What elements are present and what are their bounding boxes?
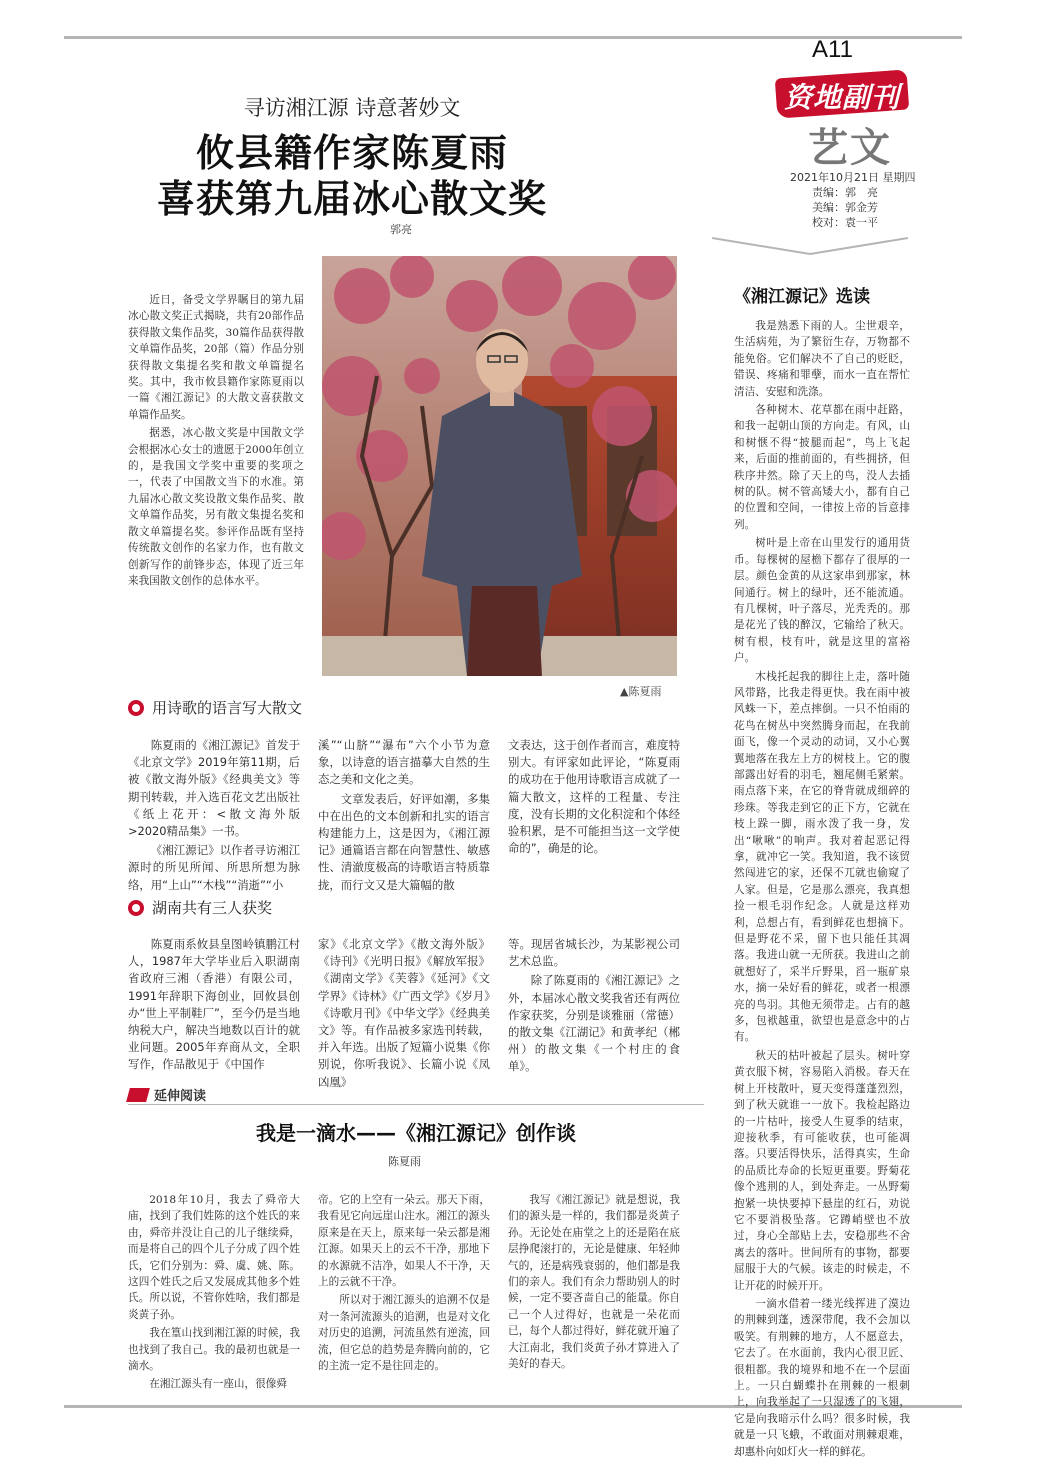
- intro-paragraph: 据悉，冰心散文奖是中国散文学会根据冰心女士的遗愿于2000年创立的，是我国文学奖中重要的奖项之一，代表了中国散文当下的水准。第九届冰心散文奖设散文集作品奖、散文单篇作品奖，另有散文集提名奖和散文单篇提名奖。参评作品既有坚持传统散文创作的名家力作，也有散文创新写作的前锋步态，体现了近三年来我国散文创作的总体水平。: [128, 427, 304, 587]
- masthead-meta: [790, 170, 916, 230]
- section1-column-3: [508, 737, 680, 879]
- body-paragraph: 溪”“山脐”“瀑布”六个小节为意象，以诗意的语言描摹大自然的生态之美和文化之美。: [318, 738, 490, 787]
- body-paragraph: 文表达，这于创作者而言，难度特别大。有评家如此评论，“陈夏雨的成功在于他用诗歌语言成就了一篇大散文，这样的工程量、专注度，没有长期的文化积淀和个体经验积累，是不可能担当这一文学使命的”，确是的论。: [508, 738, 680, 856]
- intro-paragraph: 近日，备受文学界瞩目的第九届冰心散文奖正式揭晓，共有20部作品获得散文集作品奖，30篇作品获得散文单篇作品奖，20部（篇）作品分别获得散文集提名奖和散文单篇提名奖。其中，我市攸县籍作家陈夏雨以一篇《湘江源记》的大散文喜获散文单篇作品奖。: [128, 294, 304, 421]
- headline-line-2: 喜获第九届冰心散文奖: [156, 177, 547, 221]
- body-paragraph: 所以对于湘江源头的追溯不仅是对一条河流源头的追溯，也是对文化对历史的追溯，河流虽然有逆流，回流，但它总的趋势是奔腾向前的，它的主流一定不是往回走的。: [318, 1294, 490, 1373]
- section2-column-1: [128, 936, 300, 1078]
- photo-caption: ▲陈夏雨: [620, 685, 662, 698]
- intro-column: [128, 292, 304, 632]
- body-paragraph: 《湘江源记》以作者寻访湘江源时的所见所闻、所思所想为脉络，用“上山”“木栈”“消逝”“小: [128, 843, 300, 892]
- section1-column-2: [318, 737, 490, 892]
- body-paragraph: 家》《北京文学》《散文海外版》《诗刊》《光明日报》《解放军报》《湖南文学》《芙蓉》《延河》《文学界》《诗林》《广西文学》《岁月》《诗歌月刊》《中华文学》《经典美文》等。有作品被多家选刊转载，并入年选。出版了短篇小说集《你别说，你听我说》、长篇小说《凤凶凰》: [318, 937, 490, 1089]
- proofreader-line: 校对：袁一平: [812, 216, 878, 229]
- body-paragraph: 等。现居省城长沙，为某影视公司艺术总监。: [508, 937, 680, 969]
- section-heading: [128, 897, 272, 918]
- section-heading: [128, 697, 302, 718]
- section1-column-1: [128, 737, 300, 892]
- sidebar-excerpt-column: [734, 318, 910, 1458]
- author-photo: [322, 256, 677, 676]
- body-paragraph: 我写《湘江源记》就是想说，我们的源头是一样的，我们都是炎黄子孙。无论处在庙堂之上的还是陷在底层挣爬滚打的，无论是健康、年轻帅气的，还是病残衰弱的，他们都是我们的亲人。我们有余力帮助别人的时候，一定不要吝啬自己的能量。你自己一个人过得好，也就是一朵花而已，每个人都过得好，鲜花就开遍了大江南北，我们炎黄子孙才算进入了美好的春天。: [508, 1194, 680, 1371]
- section2-column-3: [508, 936, 680, 1078]
- excerpt-paragraph: 一滴水借着一缕光线挥进了漠边的荆棘到蓬，透深带爬，我不会加以吸笑。有荆棘的地方，人不愿意去，它去了。在水面前，我内心很卫匠、很粗都。我的境界和地不在一个层面上。一只白蝴蝶扑在荆棘的一根刺上，向我举起了一只湿透了的飞翅，它是向我暗示什么吗？很多时候，我就是一只飞蛾，不敢面对荆棘艰难，却惠朴向如灯火一样的鲜花。: [734, 1297, 910, 1458]
- body-paragraph: 2018年10月，我去了舜帝大庙，找到了我们姓陈的这个姓氏的来由，舜帝并没让自己的儿子继续舜，而是将自己的四个儿子分成了四个姓氏，它们分别为：舜、虞、姚、陈。这四个姓氏之后又发展成其他多个姓氏。所以说，不管你姓啥，我们都是炎黄子孙。: [128, 1194, 300, 1321]
- section-heading-text: 用诗歌的语言写大散文: [152, 699, 303, 717]
- section-name: 艺文: [808, 125, 892, 171]
- excerpt-paragraph: 我是熟悉下雨的人。尘世艰辛，生活病苑，为了繁衍生存，万物都不能免俗。它们解决不了自己的贬眨，错误、疼痛和罪孽，而水一直在帮忙清洁、安慰和洗涤。: [734, 320, 910, 398]
- page-number: A11: [812, 36, 853, 63]
- kicker: 寻访湘江源 诗意著妙文: [243, 96, 461, 120]
- body-paragraph: 帝。它的上空有一朵云。那天下雨，我看见它向远崖山注水。湘江的源头原来是在天上，原来每一朵云都是湘江源。如果天上的云不干净，那地下的水源就不洁净，如果人不干净，天上的云就不干净。: [318, 1194, 490, 1289]
- body-paragraph: 除了陈夏雨的《湘江源记》之外，本届冰心散文奖我省还有两位作家获奖，分别是谈雅丽（常德）的散文集《江湖记》和黄孝纪（郴州）的散文集《一个村庄的食单》。: [508, 973, 680, 1074]
- pen-icon: [126, 1088, 150, 1102]
- sidebar-title: 《湘江源记》选读: [734, 287, 870, 307]
- extended-reading-label: 延伸阅读: [154, 1089, 207, 1104]
- body-paragraph: 在湘江源头有一座山，很像舜: [149, 1378, 287, 1391]
- body-paragraph: 陈夏雨的《湘江源记》首发于《北京文学》2019年第11期，后被《散文海外版》《经典美文》等期刊转载，并入选百花文艺出版社《纸上花开：<散文海外版>2020精品集》一书。: [128, 738, 300, 839]
- section2-column-2: [318, 936, 490, 1089]
- excerpt-paragraph: 树叶是上帝在山里发行的通用货币。每棵树的屋檐下都存了很厚的一层。颜色金黄的从这家串到那家，林间通行。树上的绿叶，还不能流通。有几棵树，叶子落尽，光秃秃的。那是花光了钱的醉汉，它输给了秋天。树有根，枝有叶，就是这里的富裕户。: [734, 537, 910, 665]
- extended-reading-rule: [128, 1104, 704, 1105]
- extended-reading-title: 我是一滴水——《湘江源记》创作谈: [256, 1121, 576, 1145]
- body-paragraph: 文章发表后，好评如潮，多集中在出色的文本创新和扎实的语言构建能力上，这是因为，《湘江源记》通篇语言都在向智慧性、敏感性、清澈度极高的诗歌语言特质靠拢，而行文又是大篇幅的散: [318, 791, 490, 892]
- section-heading-text: 湖南共有三人获奖: [152, 899, 273, 917]
- excerpt-paragraph: 各种树木、花草都在雨中赶路，和我一起朝山顶的方向走。有风，山和树惬不得“披腿而起”，鸟上飞起来，后面的推前面的，有些拥挤，但秩序井然。除了天上的鸟，没人去插树的队。树不管高矮大小，都有自己的位置和空间，一律按上帝的旨意排列。: [734, 404, 910, 531]
- section-bullet-icon: [128, 900, 144, 916]
- masthead-supplement: 资地副刊: [783, 81, 900, 114]
- extended-column-3: [508, 1192, 680, 1392]
- designer-line: 美编：郭金芳: [812, 201, 878, 214]
- date-line: 2021年10月21日 星期四: [790, 171, 916, 184]
- headline-line-1: 攸县籍作家陈夏雨: [195, 131, 508, 175]
- body-paragraph: 我在篁山找到湘江源的时候，我也找到了我自己。我的最初也就是一滴水。: [128, 1327, 300, 1373]
- extended-reading-tag: [128, 1085, 206, 1104]
- extended-reading-byline: 陈夏雨: [388, 1155, 421, 1168]
- byline: 郭亮: [390, 223, 412, 236]
- extended-column-2: [318, 1192, 490, 1392]
- body-paragraph: 陈夏雨系攸县皇图岭镇鹏江村人，1987年大学毕业后入职湖南省政府三湘（香港）有限公司，1991年辞职下海创业，回攸县创办“世上平制鞋厂”，至今仍是当地纳税大户，解决当地数以百计的就业问题。2005年弃商从文，全职写作，作品散见于《中国作: [128, 937, 300, 1072]
- excerpt-paragraph: 秋天的枯叶被起了层头。树叶穿黄衣服下树，容易陷入消极。春天在树上开枝散叶，夏天变得蓬蓬烈烈，到了秋天就谁一一放下。我检起路边的一片枯叶，接受人生夏季的结束，迎接秋季，有可能收获，也可能凋落。只要活得快乐，活得真实，生命的品质比寿命的长短更重要。野菊花像个逃荆的人，到处奔走。一丛野菊抱紧一块快要掉下悬崖的红石，劝说它不要消极坠落。它蹲峭壁也不放过，身心全部贴上去，安稳那些不舍离去的落叶。世间所有的事物，都要屈服于大的气候。该走的时候走，不让开花的时候开开。: [734, 1049, 910, 1292]
- editor-line: 责编：郭 亮: [812, 186, 878, 199]
- masthead-chevron: [712, 236, 908, 256]
- extended-column-1: [128, 1192, 300, 1392]
- excerpt-paragraph: 木栈托起我的脚往上走，落叶随风带路，比我走得更快。我在雨中被风蛛一下，差点摔倒。一只不怕雨的花鸟在树丛中突然腾身而起，在我前面飞，像一个灵动的动词，又小心翼翼地落在我左上方的树枝上。它的腹部露出好看的羽毛，翘尾侧毛紧萦。雨点落下来，在它的脊背就成细碎的珍珠。等我走到它的正下方，它就在枝上跺一脚，雨水泼了我一身，发出“啾啾”的响声。我对着起恶记得拿，就冲它一笑。我知道，我不该贸然闯进它的家，还保不兀就也偷窥了人家。但是，它是那么漂亮，我真想捡一根毛羽作纪念。人就是这样劝利，总想占有，看到鲜花也想摘下。但是野花不采，留下也只能任其凋落。我进山就一无所获。我进山之前就想好了，采半斤野果，舀一瓶矿泉水，摘一朵好看的鲜花，或者一根漂亮的鸟羽。其他无须带走。占有的越多，包袱越重，欲望也是意念中的占有。: [734, 670, 910, 1044]
- section-bullet-icon: [128, 700, 144, 716]
